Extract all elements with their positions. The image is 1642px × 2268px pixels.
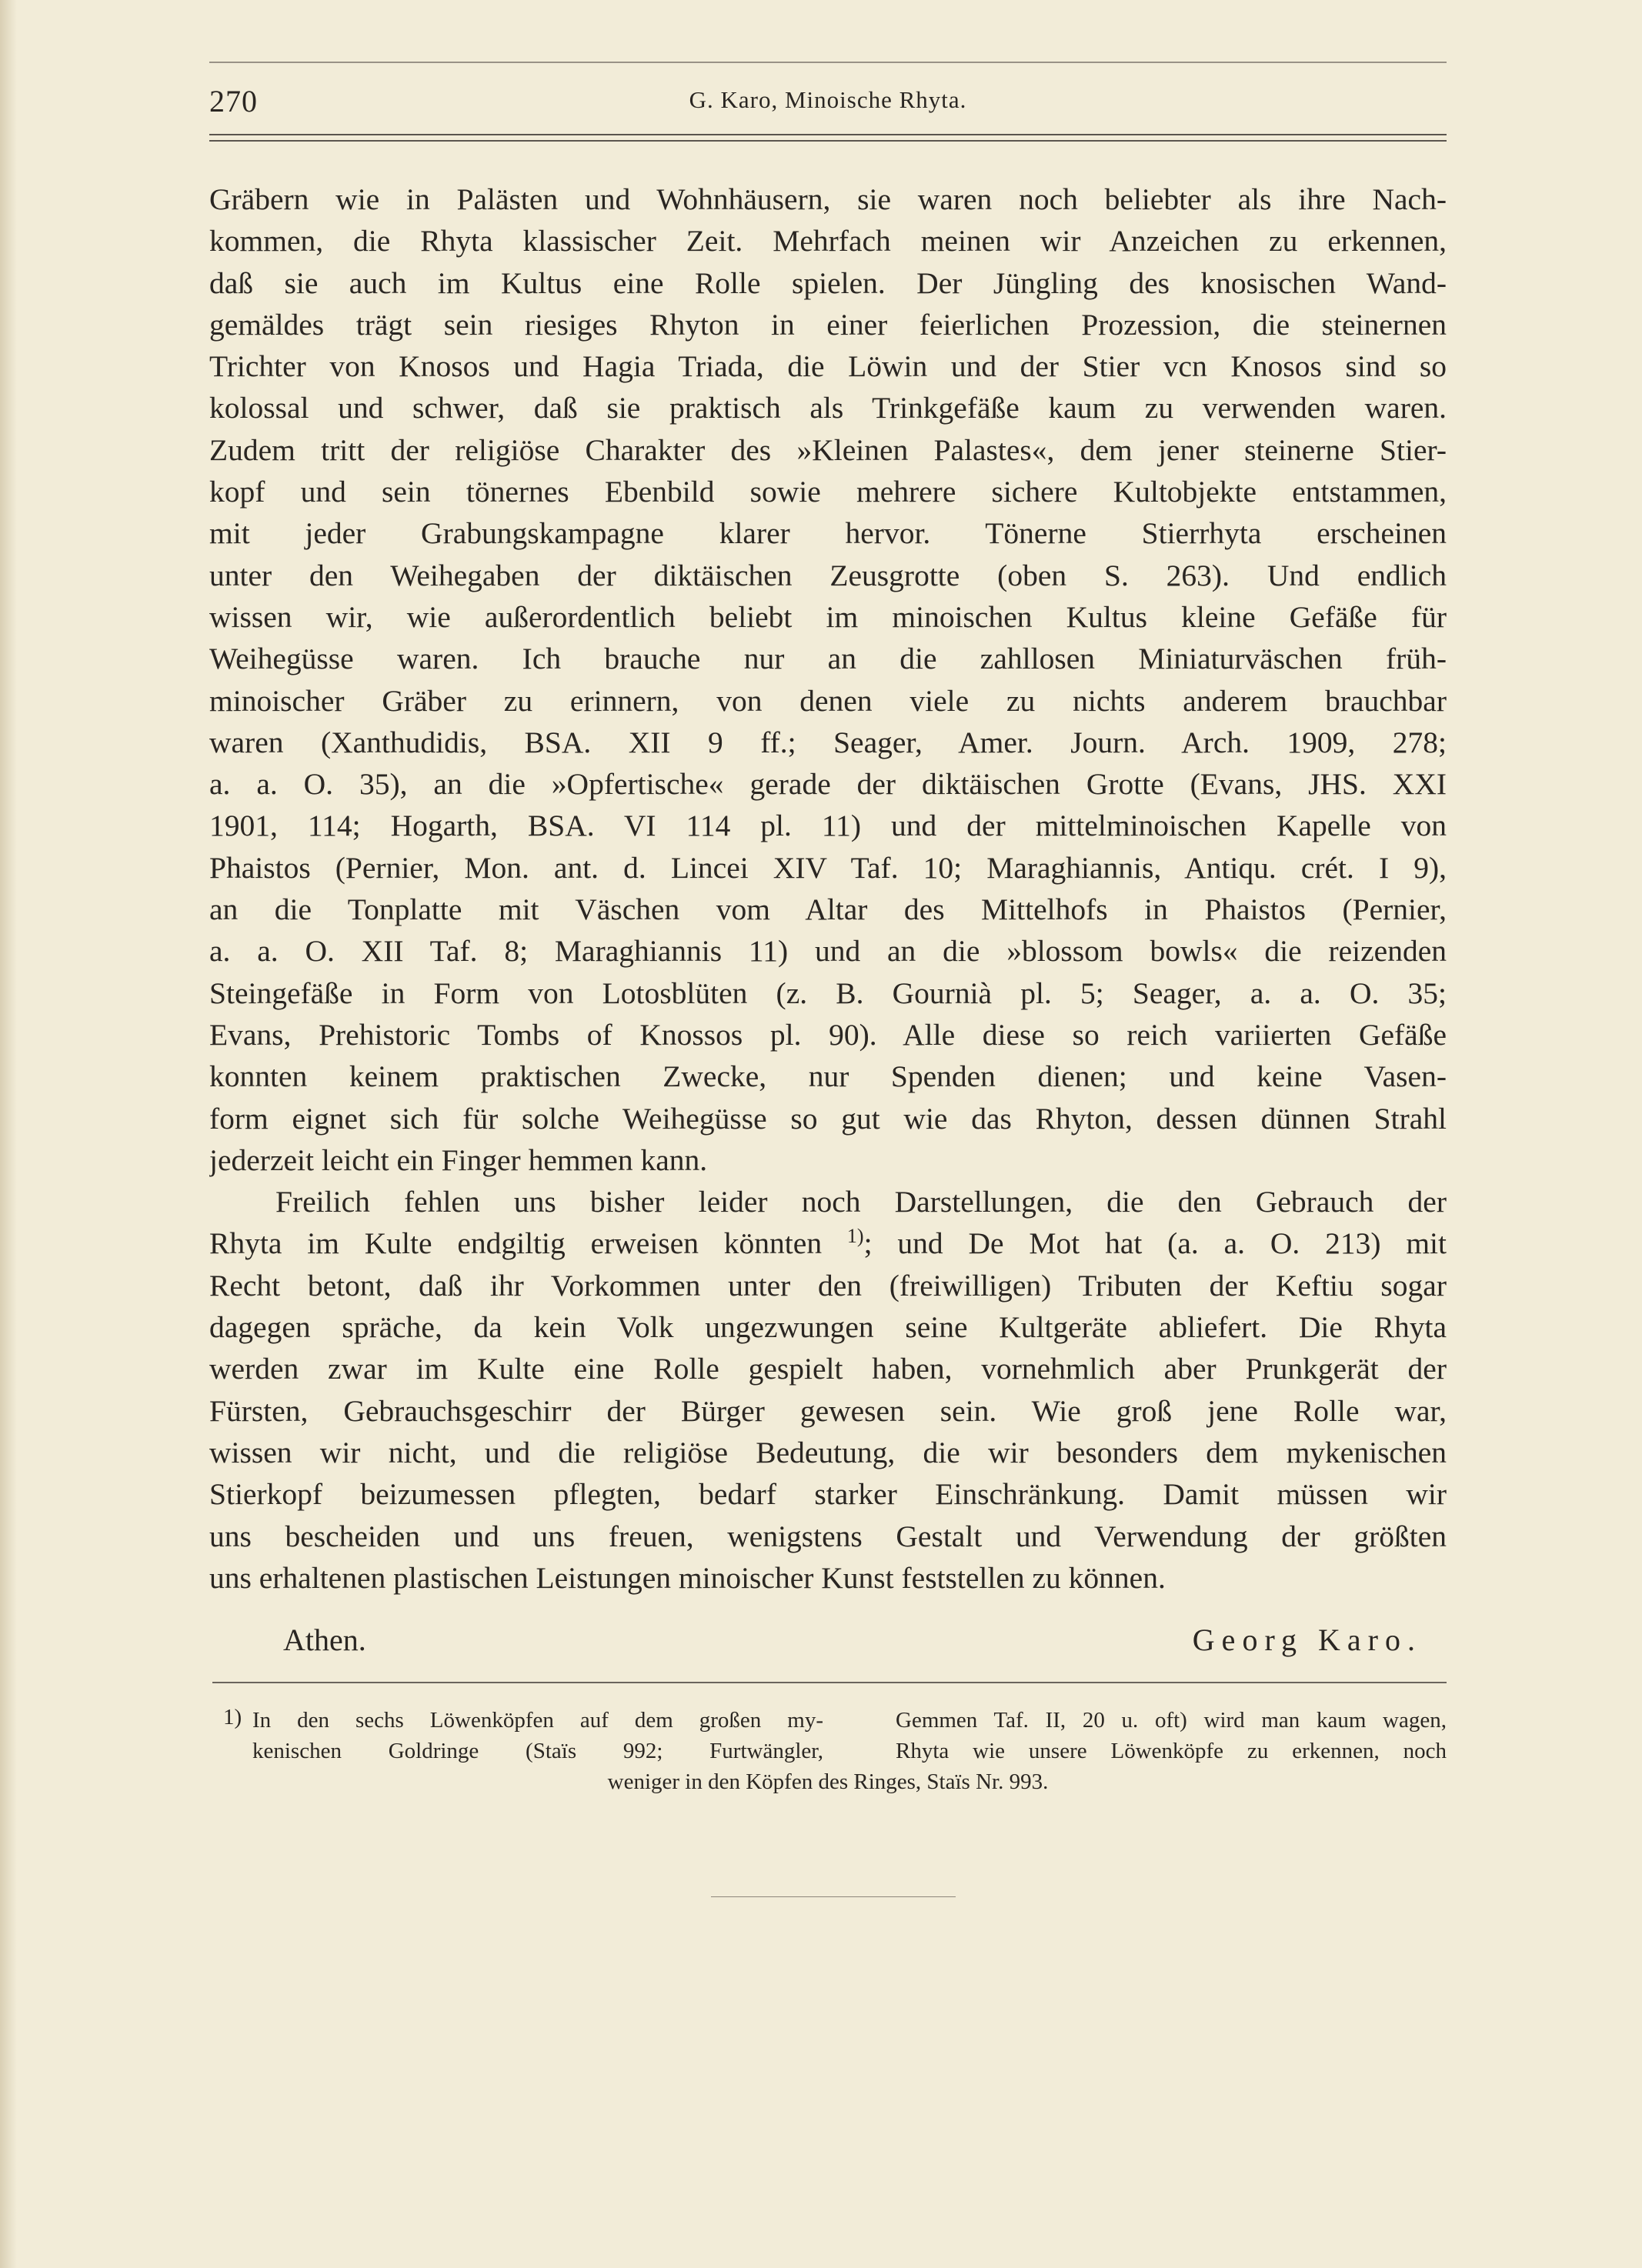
text-line: Trichter von Knosos und Hagia Triada, die Löwin und der Stier vcn Knosos sind so xyxy=(209,349,1447,384)
signature xyxy=(209,1622,1447,1665)
text-line: kommen, die Rhyta klassischer Zeit. Mehrfach meinen wir Anzeichen zu erkennen, xyxy=(209,224,1447,258)
text-line: 1901, 114; Hogarth, BSA. VI 114 pl. 11) und der mittelminoischen Kapelle von xyxy=(209,809,1447,843)
footnote-line: In den sechs Löwenköpfen auf dem großen my- xyxy=(252,1708,823,1733)
text-line: werden zwar im Kulte eine Rolle gespielt haben, vornehmlich aber Prunkgerät der xyxy=(209,1352,1447,1386)
text-line: uns erhaltenen plastischen Leistungen minoischer Kunst feststellen zu können. xyxy=(209,1560,1166,1595)
footnote-line: Gemmen Taf. II, 20 u. oft) wird man kaum wagen, xyxy=(896,1708,1447,1733)
text-line: Gräbern wie in Palästen und Wohnhäusern, sie waren noch beliebter als ihre Nach- xyxy=(209,182,1447,216)
text-line: kolossal und schwer, daß sie praktisch als Trinkgefäße kaum zu verwenden waren. xyxy=(209,391,1447,425)
text-line: an die Tonplatte mit Väschen vom Altar des Mittelhofs in Phaistos (Pernier, xyxy=(209,892,1447,927)
text-line: unter den Weihegaben der diktäischen Zeusgrotte (oben S. 263). Und endlich xyxy=(209,558,1447,592)
text-line: gemäldes trägt sein riesiges Rhyton in einer feierlichen Prozession, die steinernen xyxy=(209,307,1447,342)
footnote-line: Rhyta wie unsere Löwenköpfe zu erkennen, noch xyxy=(896,1739,1447,1763)
text-line-with-footnote xyxy=(209,1222,1447,1264)
running-title: G. Karo, Minoische Rhyta. xyxy=(689,86,967,113)
footnote-line: kenischen Goldringe (Staïs 992; Furtwängler, xyxy=(252,1739,823,1763)
text-line: daß sie auch im Kultus eine Rolle spielen. Der Jüngling des knosischen Wand- xyxy=(209,265,1447,300)
text-line: wissen wir nicht, und die religiöse Bedeutung, die wir besonders dem mykenischen xyxy=(209,1435,1447,1469)
text-fragment: ; und De Mot hat (a. a. O. 213) mit xyxy=(863,1226,1447,1261)
top-rule xyxy=(209,62,1447,63)
paragraph-2 xyxy=(209,1181,1447,1599)
text-line: form eignet sich für solche Weihegüsse so gut wie das Rhyton, dessen dünnen Strahl xyxy=(209,1101,1447,1136)
text-line: minoischer Gräber zu erinnern, von denen viele zu nichts anderem brauchbar xyxy=(209,683,1447,718)
text-line: Phaistos (Pernier, Mon. ant. d. Lincei XIV Taf. 10; Maraghiannis, Antiqu. crét. I 9), xyxy=(209,850,1447,885)
text-line: dagegen spräche, da kein Volk ungezwungen seine Kultgeräte abliefert. Die Rhyta xyxy=(209,1310,1447,1345)
footnote-last-line: weniger in den Köpfen des Ringes, Staïs Nr. 993. xyxy=(607,1769,1049,1794)
text-line: Freilich fehlen uns bisher leider noch Darstellungen, die den Gebrauch der xyxy=(275,1185,1447,1219)
text-line: kopf und sein tönernes Ebenbild sowie mehrere sichere Kultobjekte entstammen, xyxy=(209,475,1447,509)
paragraph-1 xyxy=(209,178,1447,1181)
text-line: mit jeder Grabungskampagne klarer hervor. Tönerne Stierrhyta erscheinen xyxy=(209,516,1447,551)
signature-place: Athen. xyxy=(283,1623,366,1657)
text-line: Weihegüsse waren. Ich brauche nur an die zahllosen Miniaturväschen früh- xyxy=(209,642,1447,676)
text-line: Stierkopf beizumessen pflegten, bedarf starker Einschränkung. Damit müssen wir xyxy=(209,1477,1447,1512)
text-line: uns bescheiden und uns freuen, wenigstens Gestalt und Verwendung der größten xyxy=(209,1519,1447,1553)
text-line: Evans, Prehistoric Tombs of Knossos pl. 90). Alle diese so reich variierten Gefäße xyxy=(209,1017,1447,1052)
header-double-rule xyxy=(209,134,1447,142)
text-line: Zudem tritt der religiöse Charakter des »Kleinen Palastes«, dem jener steinerne Stier- xyxy=(209,432,1447,467)
text-line: Steingefäße in Form von Lotosblüten (z. B. Gournià pl. 5; Seager, a. a. O. 35; xyxy=(209,976,1447,1010)
text-fragment: Rhyta im Kulte endgiltig erweisen könnten xyxy=(209,1226,823,1261)
text-line: a. a. O. 35), an die »Opfertische« gerade der diktäischen Grotte (Evans, JHS. XXI xyxy=(209,767,1447,802)
footnote-column-1 xyxy=(252,1705,823,1766)
page-edge xyxy=(0,0,17,2268)
signature-author: Georg Karo. xyxy=(1192,1623,1422,1657)
footnote-column-2 xyxy=(896,1705,1447,1766)
page-number: 270 xyxy=(209,84,258,118)
body-text xyxy=(209,178,1447,1599)
running-head xyxy=(209,83,1447,126)
end-rule xyxy=(711,1896,956,1897)
text-line: waren (Xanthudidis, BSA. XII 9 ff.; Seager, Amer. Journ. Arch. 1909, 278; xyxy=(209,725,1447,759)
footnote-reference[interactable]: 1) xyxy=(846,1225,864,1248)
text-line: konnten keinem praktischen Zwecke, nur Spenden dienen; und keine Vasen- xyxy=(209,1059,1447,1094)
footnote-marker: 1) xyxy=(223,1705,242,1729)
text-line: a. a. O. XII Taf. 8; Maraghiannis 11) und an die »blossom bowls« die reizenden xyxy=(209,934,1447,969)
footnote-rule xyxy=(212,1682,1447,1683)
text-line: Fürsten, Gebrauchsgeschirr der Bürger gewesen sein. Wie groß jene Rolle war, xyxy=(209,1393,1447,1428)
text-line: Recht betont, daß ihr Vorkommen unter den (freiwilligen) Tributen der Keftiu sogar xyxy=(209,1268,1447,1302)
text-line: jederzeit leicht ein Finger hemmen kann. xyxy=(209,1142,708,1177)
text-line: wissen wir, wie außerordentlich beliebt im minoischen Kultus kleine Gefäße für xyxy=(209,599,1447,634)
footnote xyxy=(209,1705,1447,1805)
